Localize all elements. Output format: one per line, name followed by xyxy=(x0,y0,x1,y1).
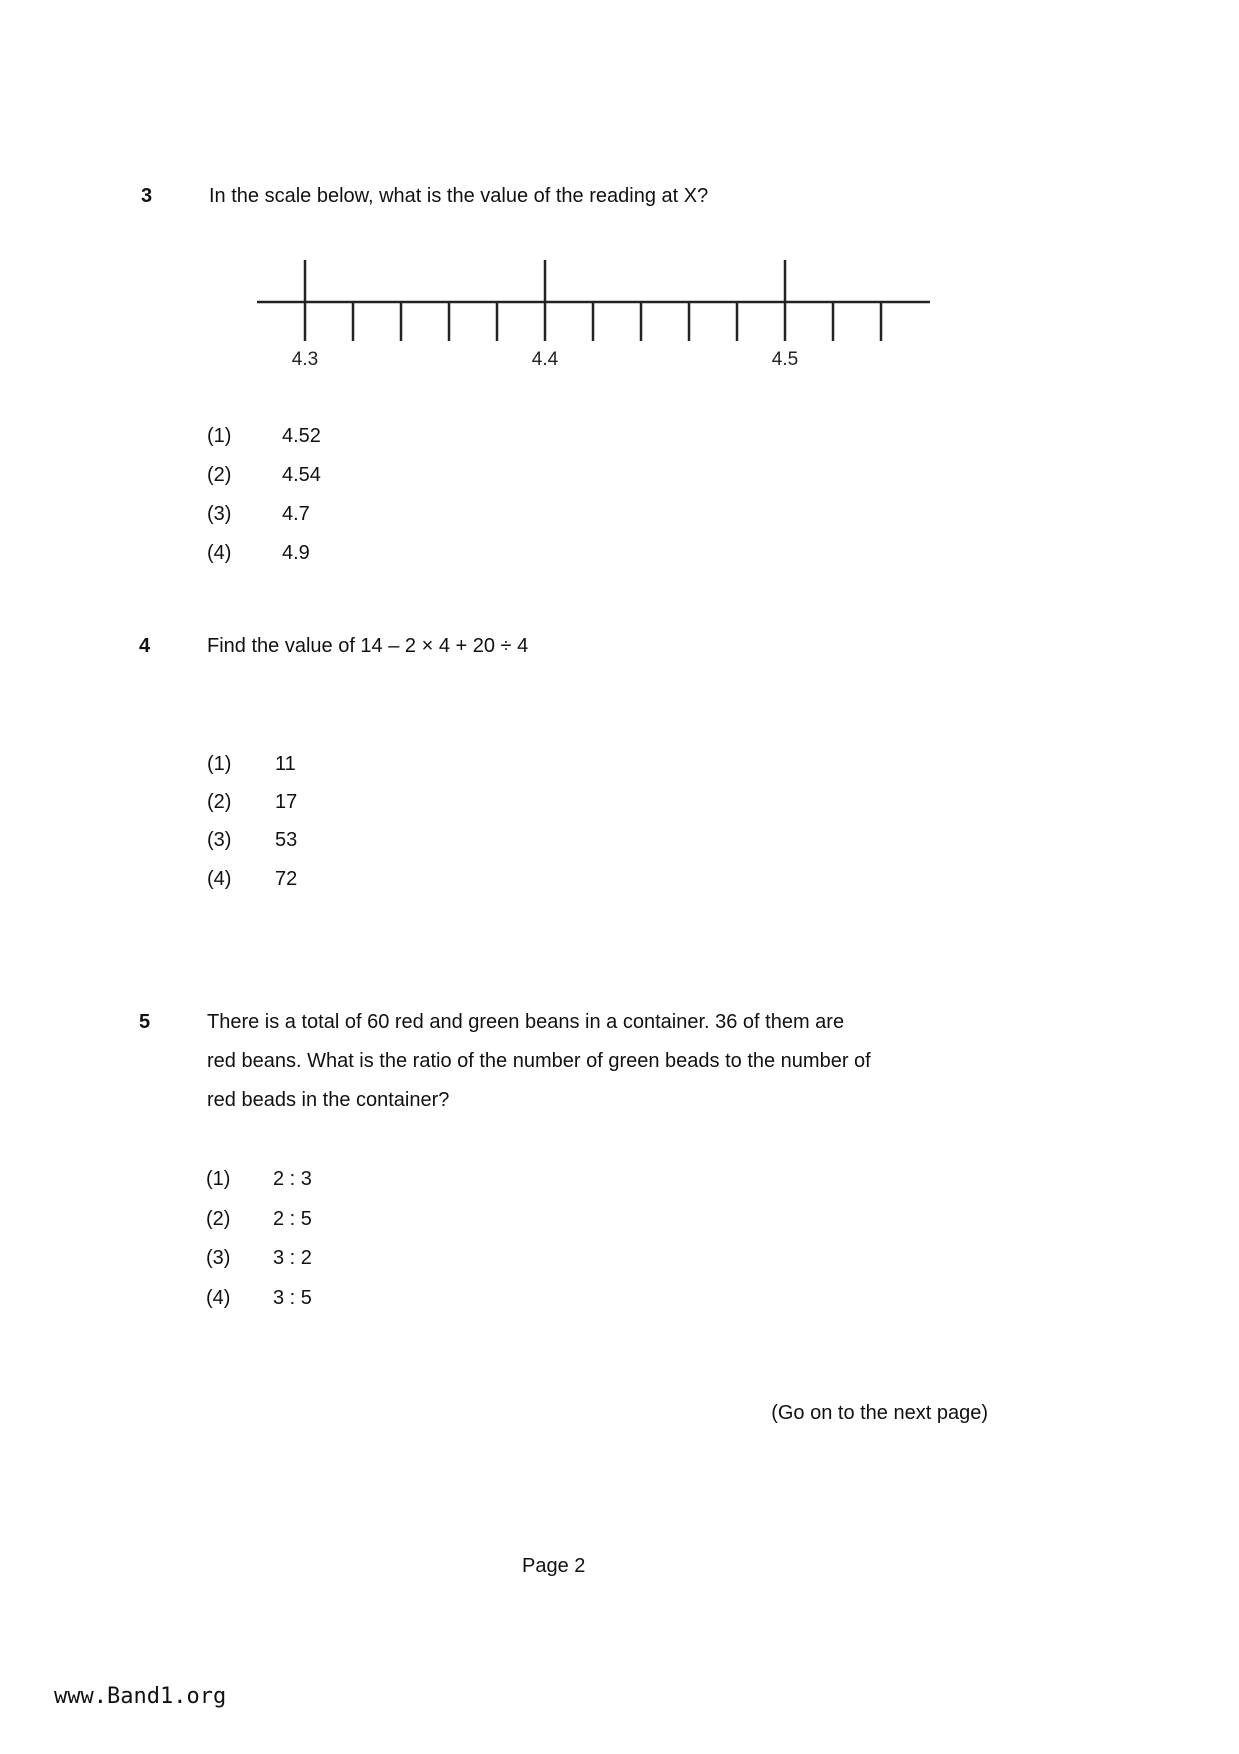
option-label: (1) xyxy=(207,425,232,447)
tick-label: 4.3 xyxy=(291,349,319,370)
option-label: (4) xyxy=(207,542,232,564)
option-value: 3 : 2 xyxy=(273,1247,312,1269)
footer-url: www.Band1.org xyxy=(54,1684,227,1709)
question-5-text-line: red beads in the container? xyxy=(207,1089,450,1111)
page-number: Page 2 xyxy=(522,1555,586,1577)
option-label: (2) xyxy=(206,1208,231,1230)
question-3-number: 3 xyxy=(141,185,153,207)
option-label: (3) xyxy=(207,503,232,525)
option-label: (1) xyxy=(206,1168,231,1190)
option-label: (4) xyxy=(206,1287,231,1309)
option-label: (2) xyxy=(207,791,232,813)
question-4-number: 4 xyxy=(139,635,151,657)
option-value: 3 : 5 xyxy=(273,1287,312,1309)
question-5-number: 5 xyxy=(139,1011,151,1033)
option-label: (2) xyxy=(207,464,232,486)
option-label: (3) xyxy=(207,829,232,851)
tick-label: 4.4 xyxy=(531,349,559,370)
continue-note: (Go on to the next page) xyxy=(771,1402,988,1424)
option-label: (4) xyxy=(207,868,232,890)
option-label: (1) xyxy=(207,753,232,775)
question-5-text-line: red beans. What is the ratio of the number of green beads to the number of xyxy=(207,1050,871,1072)
option-value: 2 : 3 xyxy=(273,1168,312,1190)
option-value: 72 xyxy=(275,868,298,890)
option-value: 4.52 xyxy=(282,425,321,447)
option-value: 2 : 5 xyxy=(273,1208,312,1230)
option-value: 4.9 xyxy=(282,542,310,564)
tick-label: 4.5 xyxy=(771,349,799,370)
number-line-scale xyxy=(240,250,960,380)
option-label: (3) xyxy=(206,1247,231,1269)
option-value: 53 xyxy=(275,829,298,851)
option-value: 11 xyxy=(275,753,296,775)
option-value: 4.54 xyxy=(282,464,321,486)
question-5-text-line: There is a total of 60 red and green beans in a container. 36 of them are xyxy=(207,1011,845,1033)
question-3-text: In the scale below, what is the value of the reading at X? xyxy=(209,185,709,207)
option-value: 17 xyxy=(275,791,298,813)
option-value: 4.7 xyxy=(282,503,310,525)
question-4-text: Find the value of 14 – 2 × 4 + 20 ÷ 4 xyxy=(207,635,529,657)
